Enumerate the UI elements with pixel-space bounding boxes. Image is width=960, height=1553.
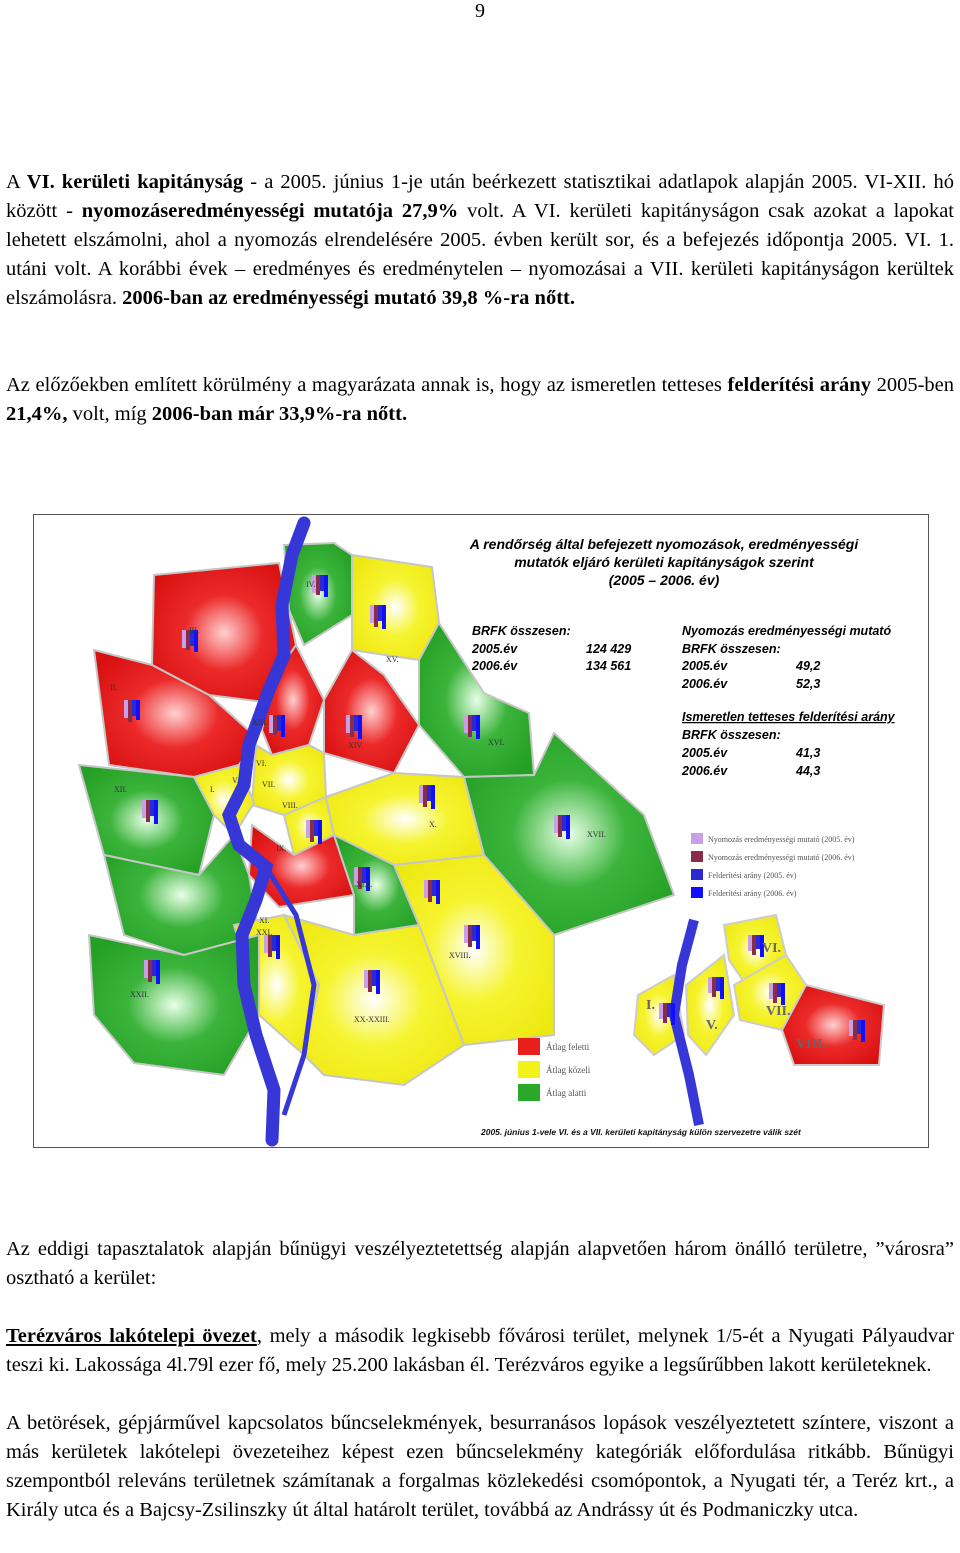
figure-footnote: 2005. június 1-vele VI. és a VII. kerületi kapitányság külön szervezetre válik szét <box>481 1127 801 1137</box>
inset-label: VIII. <box>796 1037 826 1052</box>
district-label: XIV. <box>348 741 364 750</box>
paragraph-vi-district <box>6 168 954 313</box>
district-label: XVI. <box>488 738 505 747</box>
detection-row-label: 2005.év <box>682 746 728 760</box>
district-label: XIX. <box>356 880 373 889</box>
bar-color-legend <box>691 833 855 898</box>
district-xiv <box>324 650 419 773</box>
p3-text: Az eddigi tapasztalatok alapján bűnügyi veszélyeztetettség alapján alapvetően három önálló területre, ”városra” osztható a kerület: <box>6 1238 954 1289</box>
district-label: III. <box>189 626 199 635</box>
legend-label: Felderítési arány (2006. év) <box>708 889 797 898</box>
district-label: XVII. <box>587 830 606 839</box>
figure-title-line: (2005 – 2006. év) <box>608 572 720 588</box>
detection-row-label: 2006.év <box>682 764 728 778</box>
district-label: II. <box>110 683 118 692</box>
legend-swatch <box>691 851 703 862</box>
efficiency-row-value: 52,3 <box>796 677 821 691</box>
figure-title-line: mutatók eljáró kerületi kapitányságok szerint <box>514 554 814 570</box>
efficiency-sub: BRFK összesen: <box>682 642 781 656</box>
paragraph-three-areas <box>6 1235 954 1293</box>
district-label: XXII. <box>130 990 149 999</box>
district-xv <box>352 555 439 660</box>
legend-label: Átlag alatti <box>546 1088 587 1098</box>
p2-bold-2006: 2006-ban már 33,9%-ra nőtt. <box>151 403 408 425</box>
paragraph-detection-rate <box>6 371 954 429</box>
legend-swatch <box>691 869 703 880</box>
p1-text: volt. A VI. kerületi kapitányságon csak azokat a lapokat lehetett elszámolni, ahol a nyomozás elrendelésére 2005. évben került sor, és a befejezés időpontja 2005. VI. 1. utáni volt. A korábbi évek – eredményes és eredménytelen – nyomozásai a VII. kerületi kapitányságon kerültek elszámolásra. <box>6 200 955 309</box>
p2-bold-rate: felderítési arány <box>727 374 871 396</box>
district-label: I. <box>210 785 215 794</box>
district-label: IV. <box>306 580 316 589</box>
detection-heading: Ismeretlen tetteses felderítési arány <box>682 710 895 724</box>
page-number: 9 <box>475 0 485 22</box>
legend-label: Átlag feletti <box>546 1042 590 1052</box>
p1-bold-indicator: nyomozáseredményességi mutatója 27,9% <box>81 200 459 222</box>
district-label: IX. <box>276 844 287 853</box>
efficiency-heading: Nyomozás eredményességi mutató <box>682 624 892 638</box>
district-label: XII. <box>114 785 128 794</box>
brfk-row-value: 124 429 <box>586 642 632 656</box>
inset-label: I. <box>646 998 655 1013</box>
district-label: XV. <box>386 655 399 664</box>
inset-label: VI. <box>762 941 782 956</box>
inner-city-inset <box>634 915 884 1125</box>
legend-swatch <box>518 1038 540 1055</box>
legend-label: Nyomozás eredményességi mutató (2005. év) <box>708 835 855 844</box>
inset-district-v <box>686 955 734 1055</box>
district-label: XI. <box>259 916 270 925</box>
color-category-legend <box>518 1038 591 1101</box>
inset-label: VII. <box>766 1004 791 1019</box>
figure-title-line: A rendőrség által befejezett nyomozások, eredményességi <box>469 536 859 552</box>
p1-bold-district: VI. kerületi kapitányság <box>26 171 244 193</box>
legend-swatch <box>518 1084 540 1101</box>
district-label: VI. <box>256 759 267 768</box>
district-label: XXI. <box>256 928 273 937</box>
detection-row-value: 44,3 <box>796 764 821 778</box>
brfk-row-value: 134 561 <box>586 659 632 673</box>
budapest-district-map-figure <box>33 514 929 1148</box>
legend-label: Átlag közeli <box>546 1065 591 1075</box>
paragraph-terezvaros <box>6 1322 954 1380</box>
legend-label: Felderítési arány (2005. év) <box>708 871 797 880</box>
detection-row-value: 41,3 <box>796 746 821 760</box>
efficiency-row-value: 49,2 <box>796 659 821 673</box>
detection-sub: BRFK összesen: <box>682 728 781 742</box>
brfk-totals <box>471 624 631 673</box>
p2-bold-2005: 21,4%, <box>6 403 68 425</box>
legend-swatch <box>518 1061 540 1078</box>
district-label: V. <box>232 776 239 785</box>
p1-text: A <box>6 171 27 193</box>
p4-text: , mely a második legkisebb fővárosi terület, melynek 1/5-ét a Nyugati Pályaudvar teszi ki. Lakossága 4l.79l ezer fő, mely 25.200 lakásban él. Terézváros egyike a legsűrűbben lakott kerületeknek. <box>6 1325 954 1376</box>
p2-text: Az előzőekben említett körülmény a magyarázata annak is, hogy az ismeretlen tetteses <box>6 374 728 396</box>
district-label: X. <box>429 820 437 829</box>
p2-text: 2005-ben <box>870 374 955 396</box>
p2-text: volt, míg <box>67 403 152 425</box>
district-label: XX-XXIII. <box>354 1015 390 1024</box>
district-label: XIII. <box>252 718 268 727</box>
investigation-efficiency-totals <box>681 624 891 691</box>
district-label: XVIII. <box>449 951 471 960</box>
district-label: VII. <box>262 780 276 789</box>
efficiency-row-label: 2005.év <box>682 659 728 673</box>
brfk-row-label: 2006.év <box>472 659 518 673</box>
inset-label: V. <box>706 1018 718 1033</box>
district-xxii <box>89 935 259 1075</box>
terezvaros-zone-heading: Terézváros lakótelepi övezet <box>6 1325 257 1347</box>
legend-swatch <box>691 833 703 844</box>
brfk-row-label: 2005.év <box>472 642 518 656</box>
efficiency-row-label: 2006.év <box>682 677 728 691</box>
legend-swatch <box>691 887 703 898</box>
paragraph-crime-types <box>6 1409 954 1525</box>
legend-label: Nyomozás eredményességi mutató (2006. év) <box>708 853 855 862</box>
detection-rate-totals <box>681 710 896 778</box>
district-label: VIII. <box>282 801 298 810</box>
p1-text: - a 2005. június 1-je után beérkezett statisztikai adatlapok alapján 2005. VI-XII. hó között - <box>6 171 954 222</box>
brfk-heading: BRFK összesen: <box>472 624 571 638</box>
p5-text: A betörések, gépjárművel kapcsolatos bűncselekmények, besurranásos lopások veszélyeztetett színtere, viszont a más kerületek lakótelepi övezeteihez képest ezen bűncselekmény kategóriák előfordulása ritkább. Bűnügyi szempontból releváns területnek számítanak a forgalmas közlekedési csomópontok, a Nyugati tér, a Teréz krt., a Király utca és a Bajcsy-Zsilinszky út által határolt terület, továbbá az Andrássy út és Podmaniczky utca. <box>6 1412 954 1521</box>
figure-title <box>469 536 860 588</box>
p1-bold-2006: 2006-ban az eredményességi mutató 39,8 %-ra nőtt. <box>122 287 575 309</box>
